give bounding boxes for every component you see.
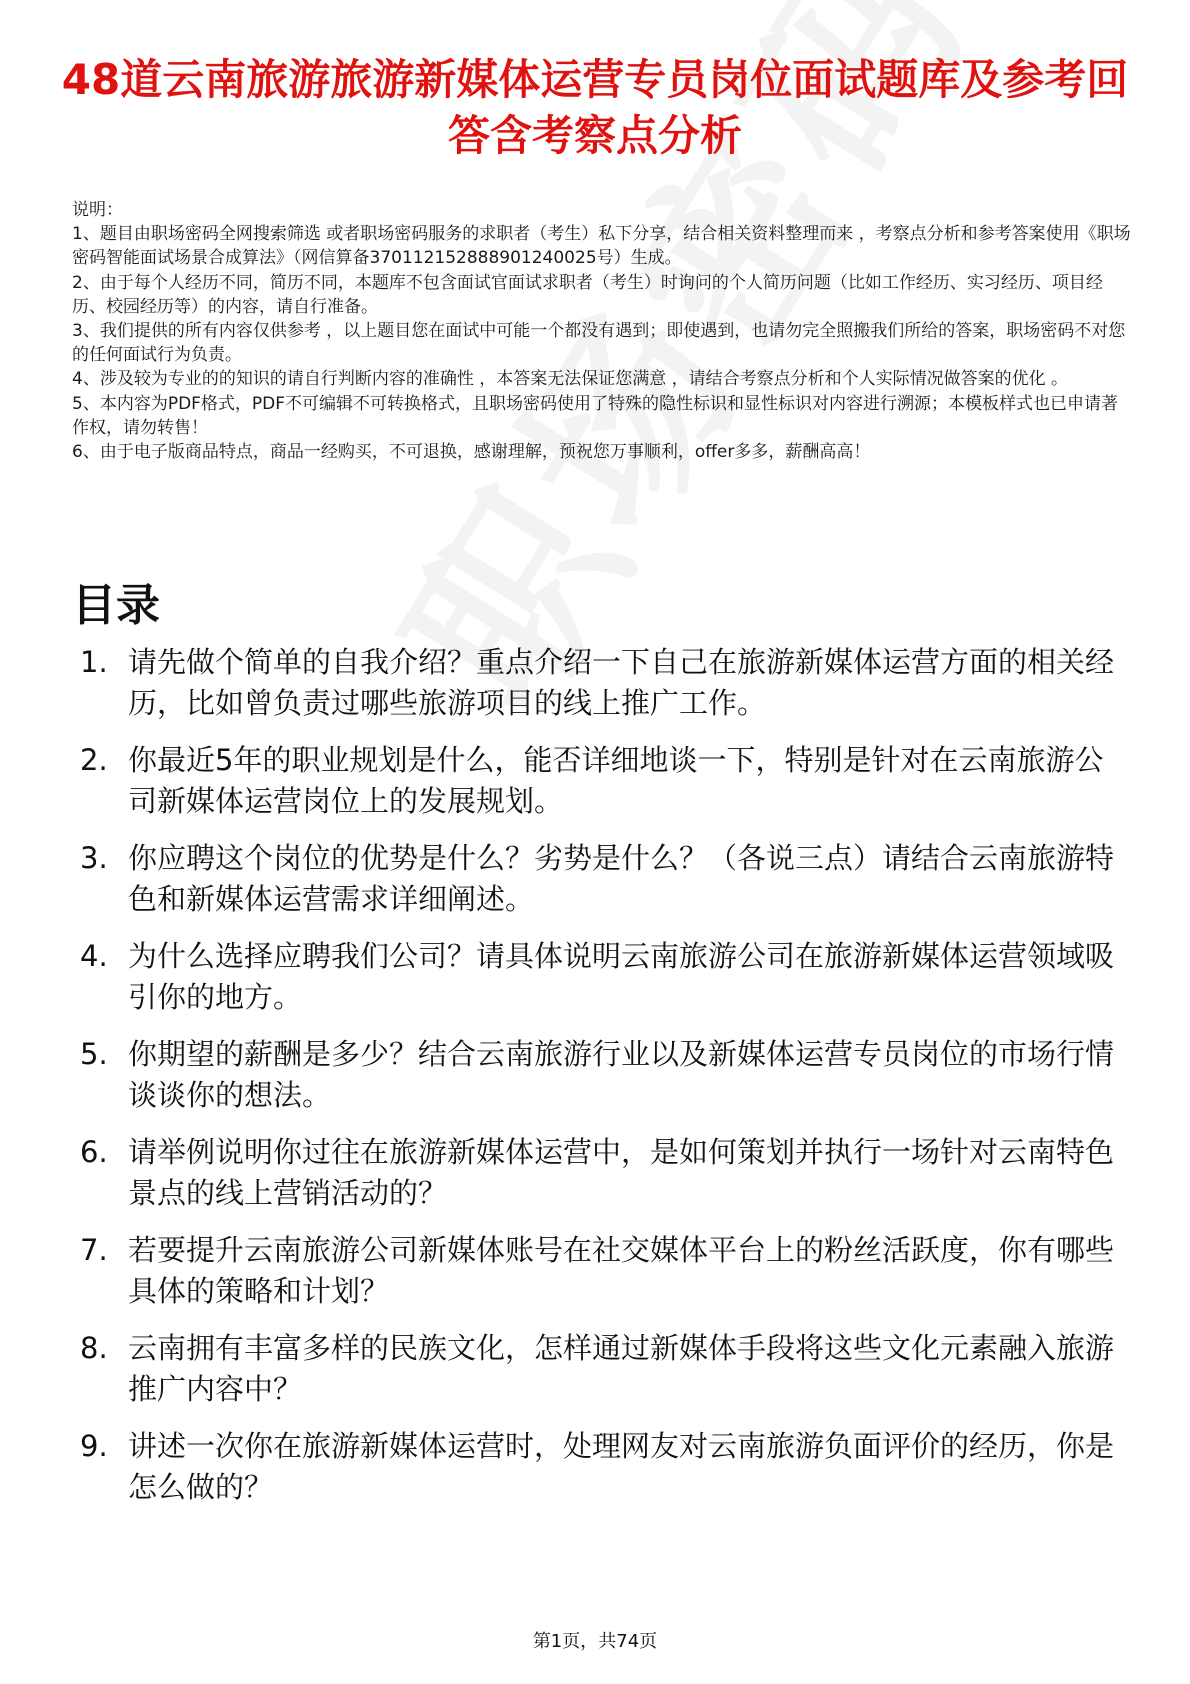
toc-item [72,936,1132,1018]
toc-item-number: 7. [80,1233,108,1267]
toc-item [72,1328,1132,1410]
toc-item [72,1230,1132,1312]
toc-item [72,642,1132,724]
notes-section [72,198,1132,464]
toc-item [72,1132,1132,1214]
toc-heading: 目录 [72,580,160,631]
note-item: 4、涉及较为专业的的知识的请自行判断内容的准确性 ，本答案无法保证您满意 ，请结合考察点分析和个人实际情况做答案的优化 。 [72,369,1069,390]
toc-item-number: 4. [80,939,108,973]
toc-item-text: 为什么选择应聘我们公司？请具体说明云南旅游公司在旅游新媒体运营领域吸引你的地方。 [128,939,1115,1014]
toc-item-text: 若要提升云南旅游公司新媒体账号在社交媒体平台上的粉丝活跃度，你有哪些具体的策略和计划？ [128,1233,1115,1308]
toc-item-text: 请举例说明你过往在旅游新媒体运营中，是如何策划并执行一场针对云南特色景点的线上营销活动的？ [128,1135,1115,1210]
toc-item [72,838,1132,920]
toc-item-number: 2. [80,743,108,777]
toc-item-text: 你应聘这个岗位的优势是什么？劣势是什么？（各说三点）请结合云南旅游特色和新媒体运营需求详细阐述。 [128,841,1115,916]
note-item: 5、本内容为PDF格式，PDF不可编辑不可转换格式，且职场密码使用了特殊的隐性标识和显性标识对内容进行溯源；本模板样式也已申请著作权，请勿转售！ [72,393,1119,438]
toc-item-number: 9. [80,1429,108,1463]
toc-item-number: 5. [80,1037,108,1071]
toc-item-text: 请先做个简单的自我介绍？重点介绍一下自己在旅游新媒体运营方面的相关经历，比如曾负责过哪些旅游项目的线上推广工作。 [128,645,1115,720]
toc-item-text: 你最近5年的职业规划是什么，能否详细地谈一下，特别是针对在云南旅游公司新媒体运营岗位上的发展规划。 [128,743,1104,818]
toc-item [72,1034,1132,1116]
notes-heading: 说明： [72,200,123,220]
toc-item-text: 你期望的薪酬是多少？结合云南旅游行业以及新媒体运营专员岗位的市场行情谈谈你的想法。 [128,1037,1115,1112]
note-item: 1、题目由职场密码全网搜索筛选 或者职场密码服务的求职者（考生）私下分享，结合相关资料整理而来 ，考察点分析和参考答案使用《职场密码智能面试场景合成算法》（网信算备370112152888901240025号）生成。 [72,224,1131,269]
toc-item-text: 讲述一次你在旅游新媒体运营时，处理网友对云南旅游负面评价的经历，你是怎么做的？ [128,1429,1115,1504]
toc-item-number: 8. [80,1331,108,1365]
toc-item-number: 3. [80,841,108,875]
toc-item-number: 6. [80,1135,108,1169]
toc-item-text: 云南拥有丰富多样的民族文化，怎样通过新媒体手段将这些文化元素融入旅游推广内容中？ [128,1331,1115,1406]
toc-item [72,740,1132,822]
toc-list [72,642,1132,1524]
page-footer: 第1页，共74页 [532,1631,658,1652]
note-item: 3、我们提供的所有内容仅供参考 ，以上题目您在面试中可能一个都没有遇到；即使遇到，也请勿完全照搬我们所给的答案，职场密码不对您的任何面试行为负责。 [72,321,1126,366]
document-title: 48道云南旅游旅游新媒体运营专员岗位面试题库及参考回答含考察点分析 [61,55,1129,160]
note-item: 2、由于每个人经历不同，简历不同，本题库不包含面试官面试求职者（考生）时询问的个人简历问题（比如工作经历、实习经历、项目经历、校园经历等）的内容，请自行准备。 [72,272,1103,317]
note-item: 6、由于电子版商品特点，商品一经购买，不可退换，感谢理解，预祝您万事顺利，offer多多，薪酬高高！ [72,442,871,463]
toc-item [72,1426,1132,1508]
toc-item-number: 1. [80,645,108,679]
